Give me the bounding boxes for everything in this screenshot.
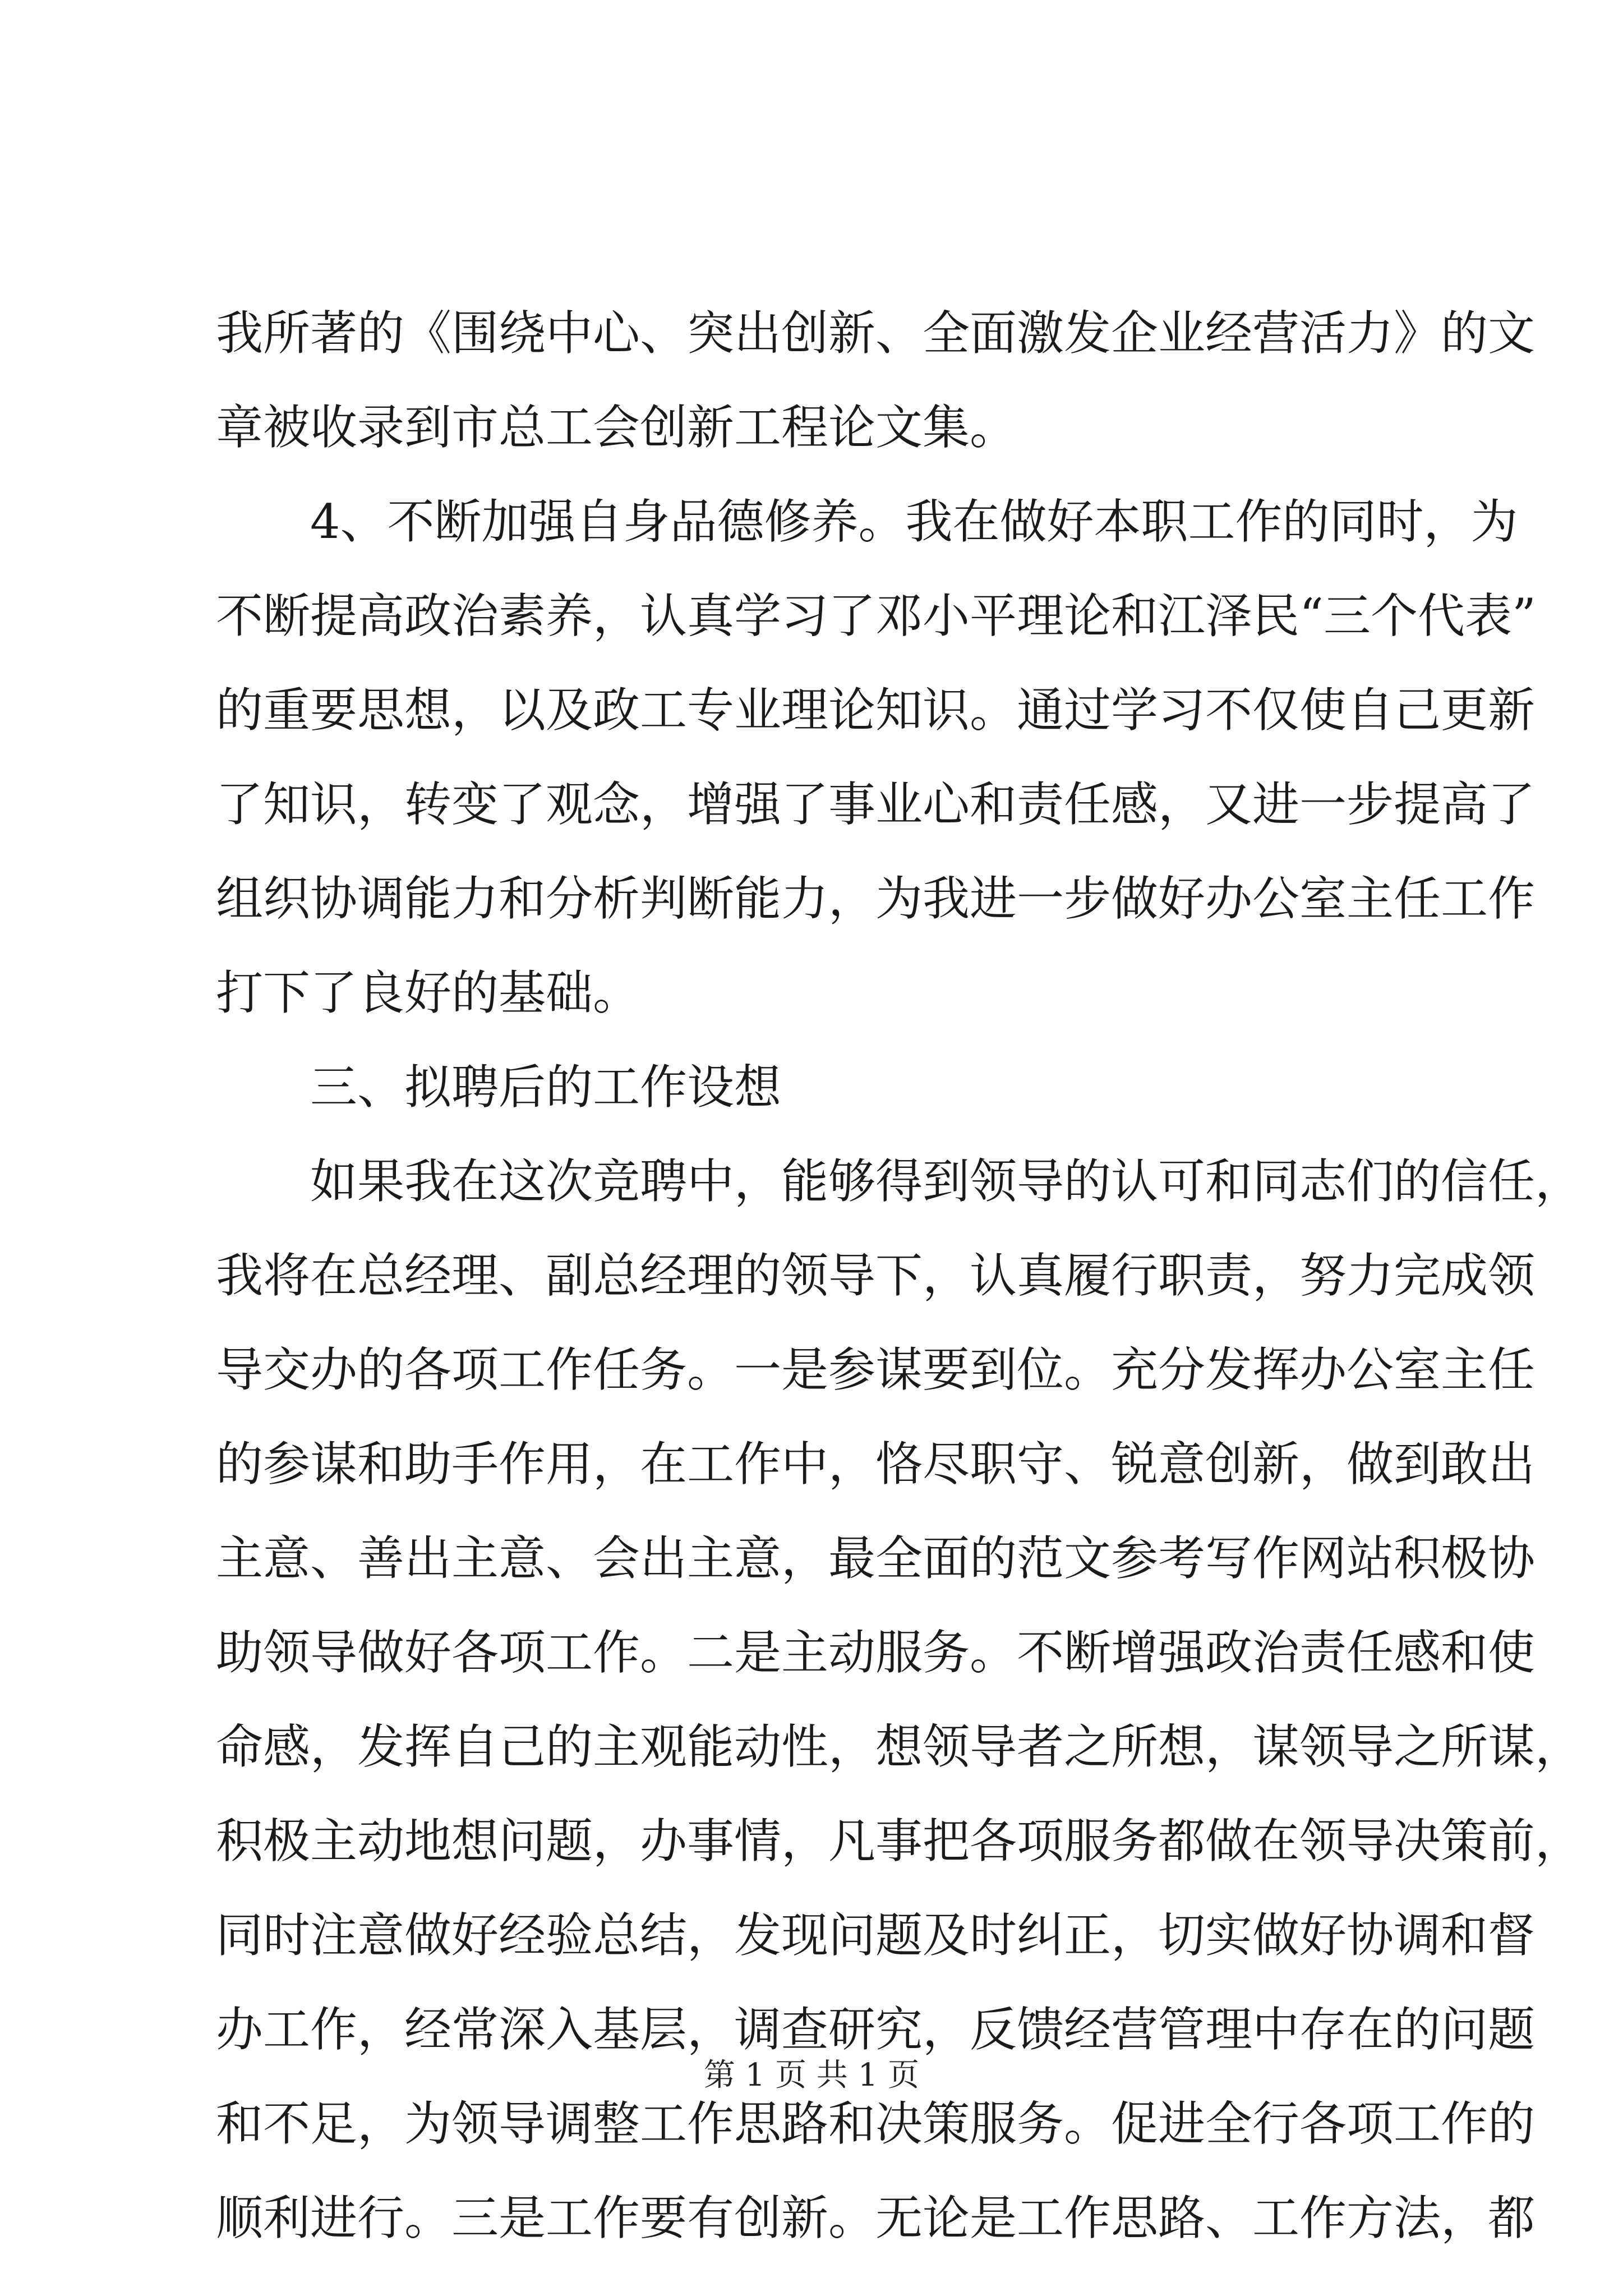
page-footer: 第 1 页 共 1 页 [703,2057,920,2093]
body-line: 助领导做好各项工作。二是主动服务。不断增强政治责任感和使 [216,1625,1536,1680]
body-line: 4、不断加强自身品德修养。我在做好本职工作的同时，为 [310,494,1518,549]
body-line: 如果我在这次竞聘中，能够得到领导的认可和同志们的信任， [310,1154,1583,1209]
body-line: 主意、善出主意、会出主意，最全面的范文参考写作网站积极协 [216,1531,1536,1586]
body-line: 同时注意做好经验总结，发现问题及时纠正，切实做好协调和督 [216,1908,1536,1963]
section-heading: 三、拟聘后的工作设想 [310,1060,782,1115]
body-line: 命感，发挥自己的主观能动性，想领导者之所想，谋领导之所谋， [216,1719,1583,1774]
body-line: 了知识，转变了观念，增强了事业心和责任感，又进一步提高了 [216,777,1536,832]
body-line: 顺利进行。三是工作要有创新。无论是工作思路、工作方法，都 [216,2191,1536,2246]
body-line: 和不足，为领导调整工作思路和决策服务。促进全行各项工作的 [216,2096,1536,2151]
body-line: 组织协调能力和分析判断能力，为我进一步做好办公室主任工作 [216,871,1536,926]
body-line: 的重要思想，以及政工专业理论知识。通过学习不仅使自己更新 [216,683,1536,738]
document-body [216,286,1583,2265]
body-line: 打下了良好的基础。 [216,965,640,1020]
body-line: 我所著的《围绕中心、突出创新、全面激发企业经营活力》的文 [216,306,1536,361]
body-line: 我将在总经理、副总经理的领导下，认真履行职责，努力完成领 [216,1248,1536,1303]
body-line: 不断提高政治素养，认真学习了邓小平理论和江泽民“三个代表” [216,588,1536,643]
body-line: 导交办的各项工作任务。一是参谋要到位。充分发挥办公室主任 [216,1342,1536,1397]
body-line: 的参谋和助手作用，在工作中，恪尽职守、锐意创新，做到敢出 [216,1437,1536,1492]
body-line: 积极主动地想问题，办事情，凡事把各项服务都做在领导决策前， [216,1814,1583,1869]
body-line: 章被收录到市总工会创新工程论文集。 [216,400,1017,455]
body-line: 办工作，经常深入基层，调查研究，反馈经营管理中存在的问题 [216,2002,1536,2057]
